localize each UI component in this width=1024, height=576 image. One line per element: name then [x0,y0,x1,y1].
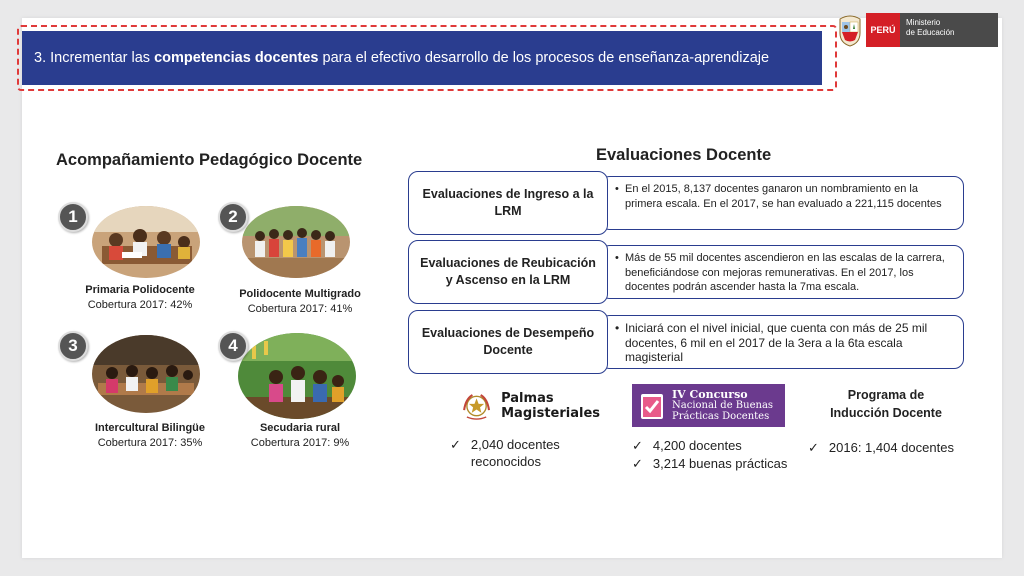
eval-label-ingreso: Evaluaciones de Ingreso a la LRM [408,171,608,235]
palm-emblem-icon [460,382,493,430]
eval-label-reubicacion: Evaluaciones de Reubicación y Ascenso en la LRM [408,240,608,304]
concurso-item-text: 4,200 docentes [652,438,742,453]
program-caption [75,421,225,451]
coat-of-arms-icon [836,13,864,47]
photo-primaria [92,206,200,278]
program-name: Primaria Polidocente [85,284,195,296]
palmas-item-text: 2,040 docentes reconocidos [470,437,560,469]
concurso-logo-line1: IV Concurso [672,388,748,401]
program-name: Polidocente Multigrado [239,288,361,300]
title-prefix: 3. Incrementar las [34,50,151,66]
program-number-badge: 2 [218,202,248,232]
eval-desc-reubicacion: • Más de 55 mil docentes ascendieron en las escalas de la carrera, beneficiándose con mejoras remunerativas. En el 2017, los docentes podrán ascender hasta la 7ma escala. [600,245,964,299]
ministry-label [900,13,998,47]
concurso-logo-line2: Nacional de Buenas [672,400,774,411]
concurso-check-item [632,437,742,454]
section-title-evaluaciones: Evaluaciones Docente [596,146,772,164]
check-icon: ✓ [808,440,819,455]
concurso-item-text: 3,214 buenas prácticas [652,456,788,471]
eval-desc-ingreso: • En el 2015, 8,137 docentes ganaron un nombramiento en la primera escala. En el 2017, se han evaluado a 221,115 docentes [600,176,964,230]
section-title-acompanamiento: Acompañamiento Pedagógico Docente [56,151,363,169]
program-number-badge: 4 [218,331,248,361]
concurso-logo-line3: Prácticas Docentes [672,411,770,422]
concurso-logo [632,384,785,427]
induccion-check-item [808,439,954,456]
program-coverage: Cobertura 2017: 41% [247,303,353,315]
palmas-magisteriales-logo [460,382,600,430]
photo-secundaria-rural [238,333,356,419]
page-title [22,31,822,85]
program-caption [225,287,375,317]
program-caption [65,283,215,313]
photo-multigrado [242,206,350,278]
program-coverage: Cobertura 2017: 35% [97,437,203,449]
eval-desc-desempeno: • Iniciará con el nivel inicial, que cuenta con más de 25 mil docentes, 6 mil en el 2017 de la 3era a la 6ta escala magisterial [600,315,964,369]
ministry-line2: de Educación [906,28,955,37]
check-icon: ✓ [632,438,643,453]
program-name: Intercultural Bilingüe [94,422,205,434]
program-name: Secudaria rural [259,422,341,434]
program-number-badge: 1 [58,202,88,232]
palmas-check-item [450,436,610,470]
photo-intercultural [92,335,200,413]
program-coverage: Cobertura 2017: 42% [87,299,193,311]
check-icon: ✓ [450,437,461,452]
clipboard-check-icon [638,391,666,421]
title-suffix: para el efectivo desarrollo de los procesos de enseñanza-aprendizaje [322,50,770,66]
palmas-logo-line2: Magisteriales [501,406,600,421]
check-icon: ✓ [632,456,643,471]
palmas-logo-line1: Palmas [501,391,554,406]
induccion-item-text: 2016: 1,404 docentes [828,440,954,455]
ministry-line1: Ministerio [906,18,941,27]
eval-label-desempeno: Evaluaciones de Desempeño Docente [408,310,608,374]
ministry-logo [836,13,998,47]
concurso-check-item [632,455,787,472]
induccion-title: Programa de Inducción Docente [830,388,942,420]
country-label: PERÚ [866,13,900,47]
title-bold: competencias docentes [154,50,319,66]
program-coverage: Cobertura 2017: 9% [250,437,350,449]
program-caption [225,421,375,451]
program-number-badge: 3 [58,331,88,361]
